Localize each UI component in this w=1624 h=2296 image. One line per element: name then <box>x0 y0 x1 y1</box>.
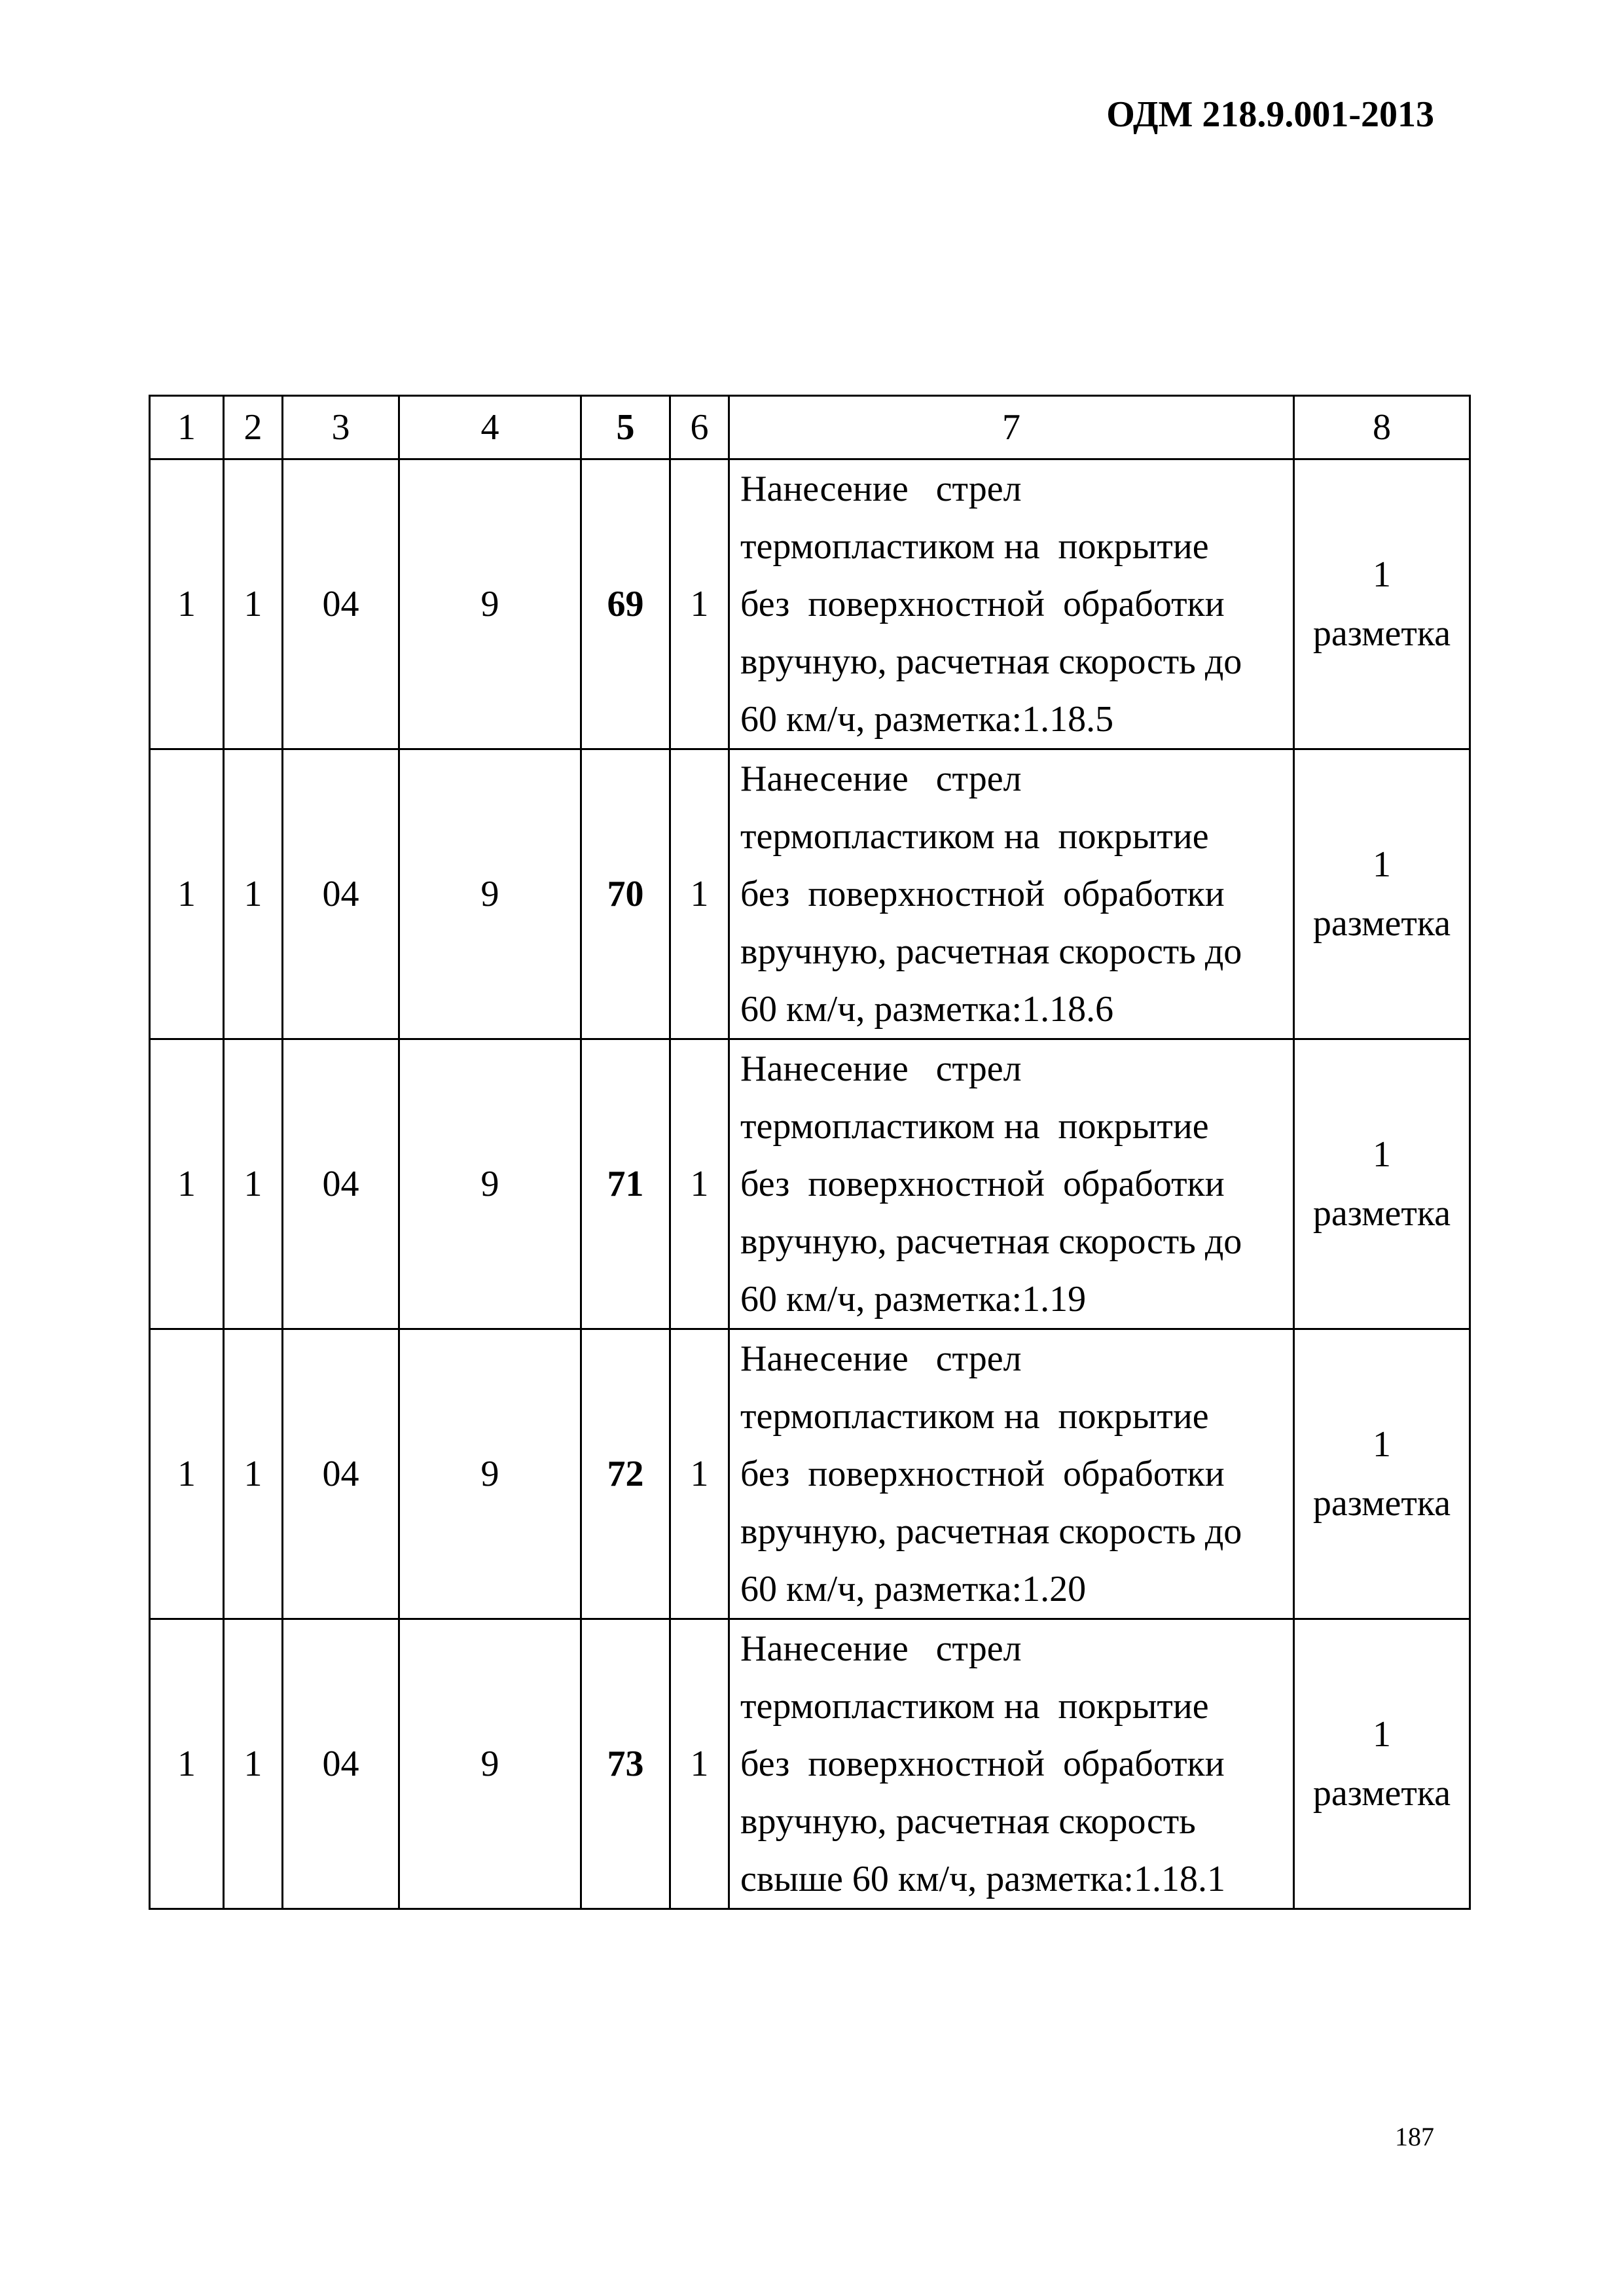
unit-name: разметка <box>1312 613 1451 654</box>
description-line: без поверхностной обработки <box>740 584 1225 624</box>
cell-col3: 04 <box>283 459 399 749</box>
table-row <box>150 1329 1470 1619</box>
cell-unit <box>1294 1039 1470 1329</box>
cell-col5: 71 <box>581 1039 670 1329</box>
description-line: без поверхностной обработки <box>740 1164 1225 1204</box>
table-row <box>150 459 1470 749</box>
column-header-8: 8 <box>1294 396 1470 459</box>
cell-col3: 04 <box>283 1039 399 1329</box>
unit-name: разметка <box>1312 903 1451 944</box>
unit-quantity: 1 <box>1373 1714 1391 1755</box>
unit-quantity: 1 <box>1373 554 1391 595</box>
cell-description <box>729 1619 1294 1909</box>
cell-unit <box>1294 749 1470 1039</box>
cell-col2: 1 <box>224 1619 283 1909</box>
cell-col4: 9 <box>399 1039 581 1329</box>
cell-col4: 9 <box>399 749 581 1039</box>
description-line: термопластиком на покрытие <box>740 1396 1209 1437</box>
cell-col4: 9 <box>399 1329 581 1619</box>
table-row <box>150 1039 1470 1329</box>
description-line: без поверхностной обработки <box>740 874 1225 914</box>
cell-description <box>729 749 1294 1039</box>
cell-col6: 1 <box>670 459 729 749</box>
cell-col5: 73 <box>581 1619 670 1909</box>
cell-col2: 1 <box>224 749 283 1039</box>
cell-col4: 9 <box>399 1619 581 1909</box>
description-line: Нанесение стрел <box>740 759 1022 799</box>
cell-col1: 1 <box>150 749 224 1039</box>
cell-col5: 72 <box>581 1329 670 1619</box>
column-header-7: 7 <box>729 396 1294 459</box>
description-line: вручную, расчетная скорость до <box>740 641 1242 682</box>
table-row <box>150 1619 1470 1909</box>
column-header-3: 3 <box>283 396 399 459</box>
table-row <box>150 749 1470 1039</box>
cell-description <box>729 1039 1294 1329</box>
description-line: Нанесение стрел <box>740 1338 1022 1379</box>
description-line: вручную, расчетная скорость до <box>740 1221 1242 1262</box>
page-number: 187 <box>1395 2122 1434 2151</box>
cell-unit <box>1294 1619 1470 1909</box>
cell-col1: 1 <box>150 459 224 749</box>
document-code: ОДМ 218.9.001-2013 <box>1106 94 1434 135</box>
classifier-table <box>149 395 1471 1910</box>
cell-col1: 1 <box>150 1619 224 1909</box>
cell-col5: 69 <box>581 459 670 749</box>
cell-description <box>729 1329 1294 1619</box>
description-line: 60 км/ч, разметка:1.20 <box>740 1569 1087 1609</box>
column-header-6: 6 <box>670 396 729 459</box>
unit-quantity: 1 <box>1373 844 1391 885</box>
cell-col3: 04 <box>283 1619 399 1909</box>
cell-col1: 1 <box>150 1329 224 1619</box>
description-line: Нанесение стрел <box>740 1049 1022 1089</box>
cell-col5: 70 <box>581 749 670 1039</box>
cell-col6: 1 <box>670 749 729 1039</box>
description-line: вручную, расчетная скорость до <box>740 1511 1242 1552</box>
unit-name: разметка <box>1312 1193 1451 1234</box>
unit-quantity: 1 <box>1373 1424 1391 1465</box>
unit-name: разметка <box>1312 1773 1451 1814</box>
description-line: термопластиком на покрытие <box>740 526 1209 567</box>
cell-unit <box>1294 459 1470 749</box>
description-line: термопластиком на покрытие <box>740 816 1209 857</box>
column-header-4: 4 <box>399 396 581 459</box>
description-line: термопластиком на покрытие <box>740 1106 1209 1147</box>
description-line: 60 км/ч, разметка:1.18.6 <box>740 989 1114 1030</box>
cell-col6: 1 <box>670 1619 729 1909</box>
unit-name: разметка <box>1312 1483 1451 1524</box>
column-header-1: 1 <box>150 396 224 459</box>
cell-col2: 1 <box>224 1039 283 1329</box>
description-line: вручную, расчетная скорость до <box>740 931 1242 972</box>
cell-col6: 1 <box>670 1329 729 1619</box>
description-line: Нанесение стрел <box>740 469 1022 509</box>
description-line: Нанесение стрел <box>740 1628 1022 1669</box>
cell-col6: 1 <box>670 1039 729 1329</box>
description-line: вручную, расчетная скорость <box>740 1801 1196 1842</box>
description-line: 60 км/ч, разметка:1.18.5 <box>740 699 1114 740</box>
cell-col2: 1 <box>224 459 283 749</box>
cell-col3: 04 <box>283 749 399 1039</box>
cell-col3: 04 <box>283 1329 399 1619</box>
description-line: свыше 60 км/ч, разметка:1.18.1 <box>740 1859 1225 1899</box>
column-header-2: 2 <box>224 396 283 459</box>
description-line: без поверхностной обработки <box>740 1454 1225 1494</box>
cell-col2: 1 <box>224 1329 283 1619</box>
unit-quantity: 1 <box>1373 1134 1391 1175</box>
cell-unit <box>1294 1329 1470 1619</box>
cell-col4: 9 <box>399 459 581 749</box>
column-header-5: 5 <box>581 396 670 459</box>
cell-col1: 1 <box>150 1039 224 1329</box>
cell-description <box>729 459 1294 749</box>
description-line: без поверхностной обработки <box>740 1744 1225 1784</box>
column-number-row <box>150 396 1470 459</box>
description-line: 60 км/ч, разметка:1.19 <box>740 1279 1087 1319</box>
description-line: термопластиком на покрытие <box>740 1686 1209 1727</box>
